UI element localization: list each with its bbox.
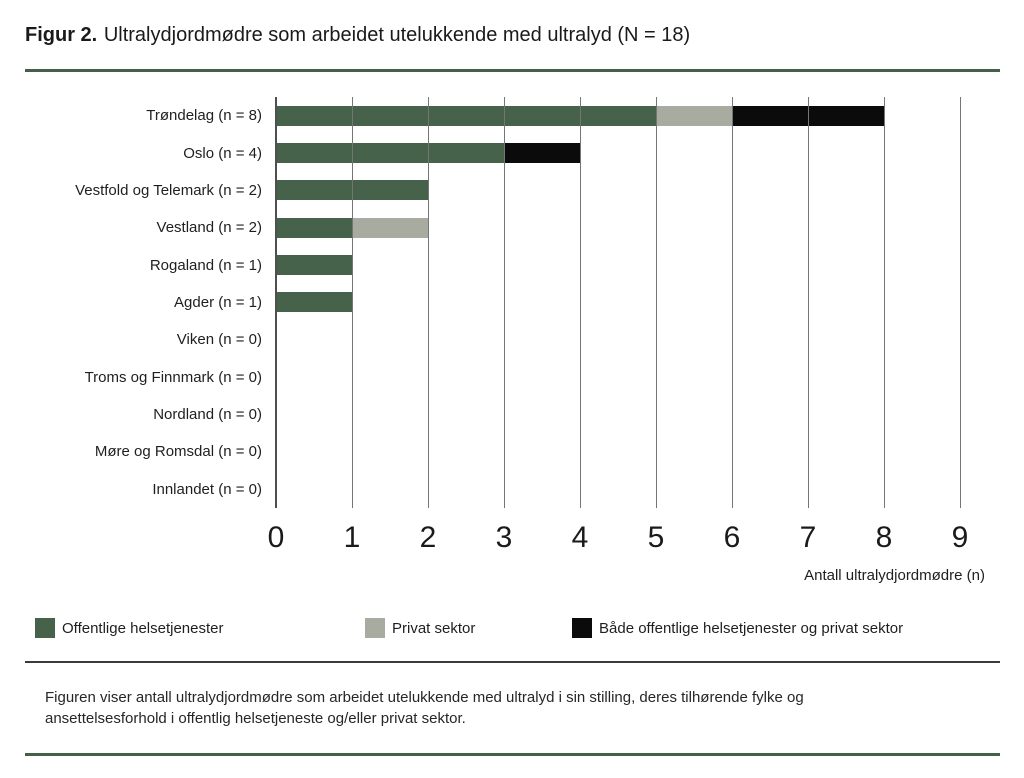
figure-title-prefix: Figur 2. [25, 24, 98, 46]
bar-segment [276, 255, 352, 275]
legend-label: Både offentlige helsetjenester og privat sektor [599, 619, 904, 637]
legend-label: Offentlige helsetjenester [62, 619, 224, 637]
gridline [656, 97, 657, 508]
gridline [808, 97, 809, 508]
gridline [732, 97, 733, 508]
x-axis-ticks [267, 521, 969, 555]
bar-row [276, 97, 960, 134]
bar-row [276, 284, 960, 321]
stacked-bar [276, 292, 352, 312]
x-tick-label: 1 [343, 521, 361, 554]
figure-title [25, 24, 690, 47]
x-tick-label: 7 [799, 521, 817, 554]
bar-segment [656, 106, 732, 126]
legend-item [572, 618, 903, 638]
bar-row [276, 471, 960, 508]
gridline [352, 97, 353, 508]
x-tick-label: 0 [267, 521, 285, 554]
bar-segment [276, 106, 656, 126]
y-axis-line [275, 97, 277, 508]
x-tick-label: 9 [951, 521, 969, 554]
x-tick-label: 6 [723, 521, 741, 554]
bar-segment [504, 143, 580, 163]
category-label: Vestfold og Telemark (n = 2) [75, 181, 262, 199]
bar-rows [276, 97, 960, 508]
figure-title-text: Ultralydjordmødre som arbeidet utelukkende med ultralyd (N = 18) [103, 24, 691, 46]
gridline [504, 97, 505, 508]
x-axis-label: Antall ultralydjordmødre (n) [804, 567, 985, 584]
bar-row [276, 172, 960, 209]
title-rule [25, 69, 1000, 72]
category-label: Møre og Romsdal (n = 0) [94, 443, 262, 461]
category-label: Oslo (n = 4) [183, 144, 262, 162]
category-label: Innlandet (n = 0) [152, 480, 262, 498]
gridline [580, 97, 581, 508]
category-label: Trøndelag (n = 8) [146, 107, 262, 125]
bottom-rule [25, 753, 1000, 756]
category-label: Troms og Finnmark (n = 0) [84, 368, 262, 386]
category-label: Viken (n = 0) [176, 331, 262, 349]
category-label: Agder (n = 1) [174, 293, 262, 311]
figure-caption-line-1: Figuren viser antall ultralydjordmødre som arbeidet utelukkende med ultralyd i sin stilling, deres tilhørende fylke og [45, 689, 804, 706]
bar-segment [276, 292, 352, 312]
legend-swatch [35, 618, 55, 638]
gridline [960, 97, 961, 508]
legend [0, 618, 1024, 642]
figure-caption-line-2: ansettelsesforhold i offentlig helsetjeneste og/eller privat sektor. [45, 710, 466, 727]
bar-row [276, 396, 960, 433]
legend-item [35, 618, 224, 638]
category-label: Rogaland (n = 1) [149, 256, 262, 274]
x-tick-label: 4 [571, 521, 589, 554]
bar-row [276, 209, 960, 246]
bar-segment [276, 218, 352, 238]
x-tick-label: 3 [495, 521, 513, 554]
legend-label: Privat sektor [392, 619, 476, 637]
bar-row [276, 359, 960, 396]
bar-row [276, 134, 960, 171]
legend-swatch [365, 618, 385, 638]
x-tick-label: 5 [647, 521, 665, 554]
bar-row [276, 246, 960, 283]
x-tick-label: 2 [419, 521, 437, 554]
chart-plot [276, 97, 960, 508]
legend-caption-divider [25, 661, 1000, 663]
bar-row [276, 321, 960, 358]
figure-caption [45, 687, 975, 729]
x-tick-label: 8 [875, 521, 893, 554]
category-label: Nordland (n = 0) [153, 406, 262, 424]
legend-swatch [572, 618, 592, 638]
bar-segment [352, 218, 428, 238]
stacked-bar [276, 255, 352, 275]
gridline [428, 97, 429, 508]
legend-item [365, 618, 475, 638]
category-axis-labels [0, 97, 262, 508]
gridline [884, 97, 885, 508]
bar-segment [276, 143, 504, 163]
category-label: Vestland (n = 2) [156, 219, 262, 237]
bar-row [276, 433, 960, 470]
